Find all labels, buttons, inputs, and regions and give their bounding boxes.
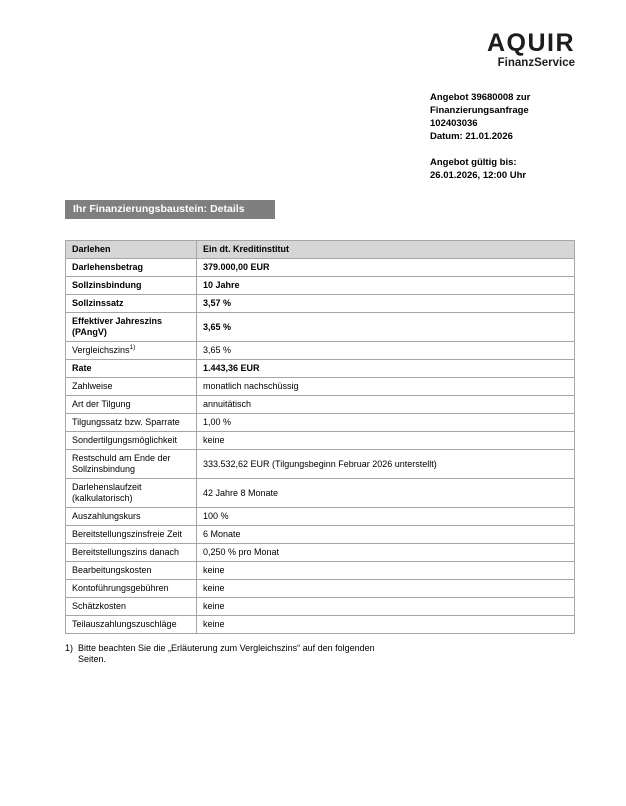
valid-until-label: Angebot gültig bis: [430, 157, 517, 169]
row-label: Art der Tilgung [66, 396, 197, 414]
row-value: monatlich nachschüssig [197, 378, 575, 396]
table-row [66, 562, 575, 580]
table-row [66, 277, 575, 295]
table-row [66, 241, 575, 259]
loan-details-table [65, 240, 575, 634]
table-row [66, 295, 575, 313]
table-row [66, 580, 575, 598]
row-value: 3,65 % [197, 313, 575, 342]
row-value: annuitätisch [197, 396, 575, 414]
row-label: Sollzinsbindung [66, 277, 197, 295]
offer-number-line: Angebot 39680008 zur [430, 92, 531, 104]
row-label: Bereitstellungszinsfreie Zeit [66, 526, 197, 544]
row-label: Rate [66, 360, 197, 378]
table-row [66, 360, 575, 378]
table-row [66, 342, 575, 360]
row-value: 10 Jahre [197, 277, 575, 295]
table-row [66, 479, 575, 508]
footnote-marker: 1) [65, 643, 74, 654]
footnote-line-1: Bitte beachten Sie die „Erläuterung zum Vergleichszins“ auf den folgenden [78, 643, 375, 654]
logo-subtitle: FinanzService [497, 57, 575, 70]
row-value: keine [197, 598, 575, 616]
row-value: 100 % [197, 508, 575, 526]
row-value: 379.000,00 EUR [197, 259, 575, 277]
financing-request-line: Finanzierungsanfrage 102403036 [430, 105, 529, 130]
row-value: 3,57 % [197, 295, 575, 313]
row-label: Sollzinssatz [66, 295, 197, 313]
row-value: keine [197, 432, 575, 450]
row-label: Darlehen [66, 241, 197, 259]
loan-table-body [66, 241, 575, 634]
row-value: 1,00 % [197, 414, 575, 432]
row-value: keine [197, 616, 575, 634]
table-row [66, 414, 575, 432]
row-label: Kontoführungsgebühren [66, 580, 197, 598]
section-title-bar [65, 200, 275, 219]
logo-wordmark: AQUIR [486, 29, 575, 57]
table-row [66, 313, 575, 342]
valid-until-value: 26.01.2026, 12:00 Uhr [430, 170, 527, 182]
row-value: 42 Jahre 8 Monate [197, 479, 575, 508]
row-label: Sondertilgungsmöglichkeit [66, 432, 197, 450]
table-row [66, 450, 575, 479]
table-row [66, 432, 575, 450]
row-label: Vergleichszins$^{1)}$ [66, 342, 197, 360]
row-label: Effektiver Jahreszins (PAngV) [66, 313, 197, 342]
footnote-reference: 1) [129, 344, 136, 352]
row-label: Schätzkosten [66, 598, 197, 616]
table-row [66, 378, 575, 396]
row-value: keine [197, 562, 575, 580]
spacer [430, 143, 575, 156]
row-value: 3,65 % [197, 342, 575, 360]
row-label: Auszahlungskurs [66, 508, 197, 526]
offer-date-line: Datum: 21.01.2026 [430, 131, 513, 143]
row-value: 0,250 % pro Monat [197, 544, 575, 562]
row-label: Darlehenslaufzeit (kalkulatorisch) [66, 479, 197, 508]
table-row [66, 616, 575, 634]
table-row [66, 396, 575, 414]
table-row [66, 259, 575, 277]
row-label: Bereitstellungszins danach [66, 544, 197, 562]
row-label: Bearbeitungskosten [66, 562, 197, 580]
row-value: 1.443,36 EUR [197, 360, 575, 378]
row-value: 6 Monate [197, 526, 575, 544]
row-label: Restschuld am Ende der Sollzinsbindung [66, 450, 197, 479]
offer-info [430, 91, 575, 182]
row-label: Zahlweise [66, 378, 197, 396]
section-title: Ihr Finanzierungsbaustein: Details [73, 203, 245, 216]
company-logo [65, 30, 575, 69]
table-row [66, 544, 575, 562]
row-label: Teilauszahlungszuschläge [66, 616, 197, 634]
table-row [66, 598, 575, 616]
row-label: Tilgungssatz bzw. Sparrate [66, 414, 197, 432]
row-value: Ein dt. Kreditinstitut [197, 241, 575, 259]
row-value: 333.532,62 EUR (Tilgungsbeginn Februar 2026 unterstellt) [197, 450, 575, 479]
table-row [66, 526, 575, 544]
row-label: Darlehensbetrag [66, 259, 197, 277]
row-value: keine [197, 580, 575, 598]
footnote [65, 643, 575, 665]
footnote-line-2: Seiten. [78, 654, 107, 665]
table-row [66, 508, 575, 526]
footnote-text [78, 643, 575, 665]
